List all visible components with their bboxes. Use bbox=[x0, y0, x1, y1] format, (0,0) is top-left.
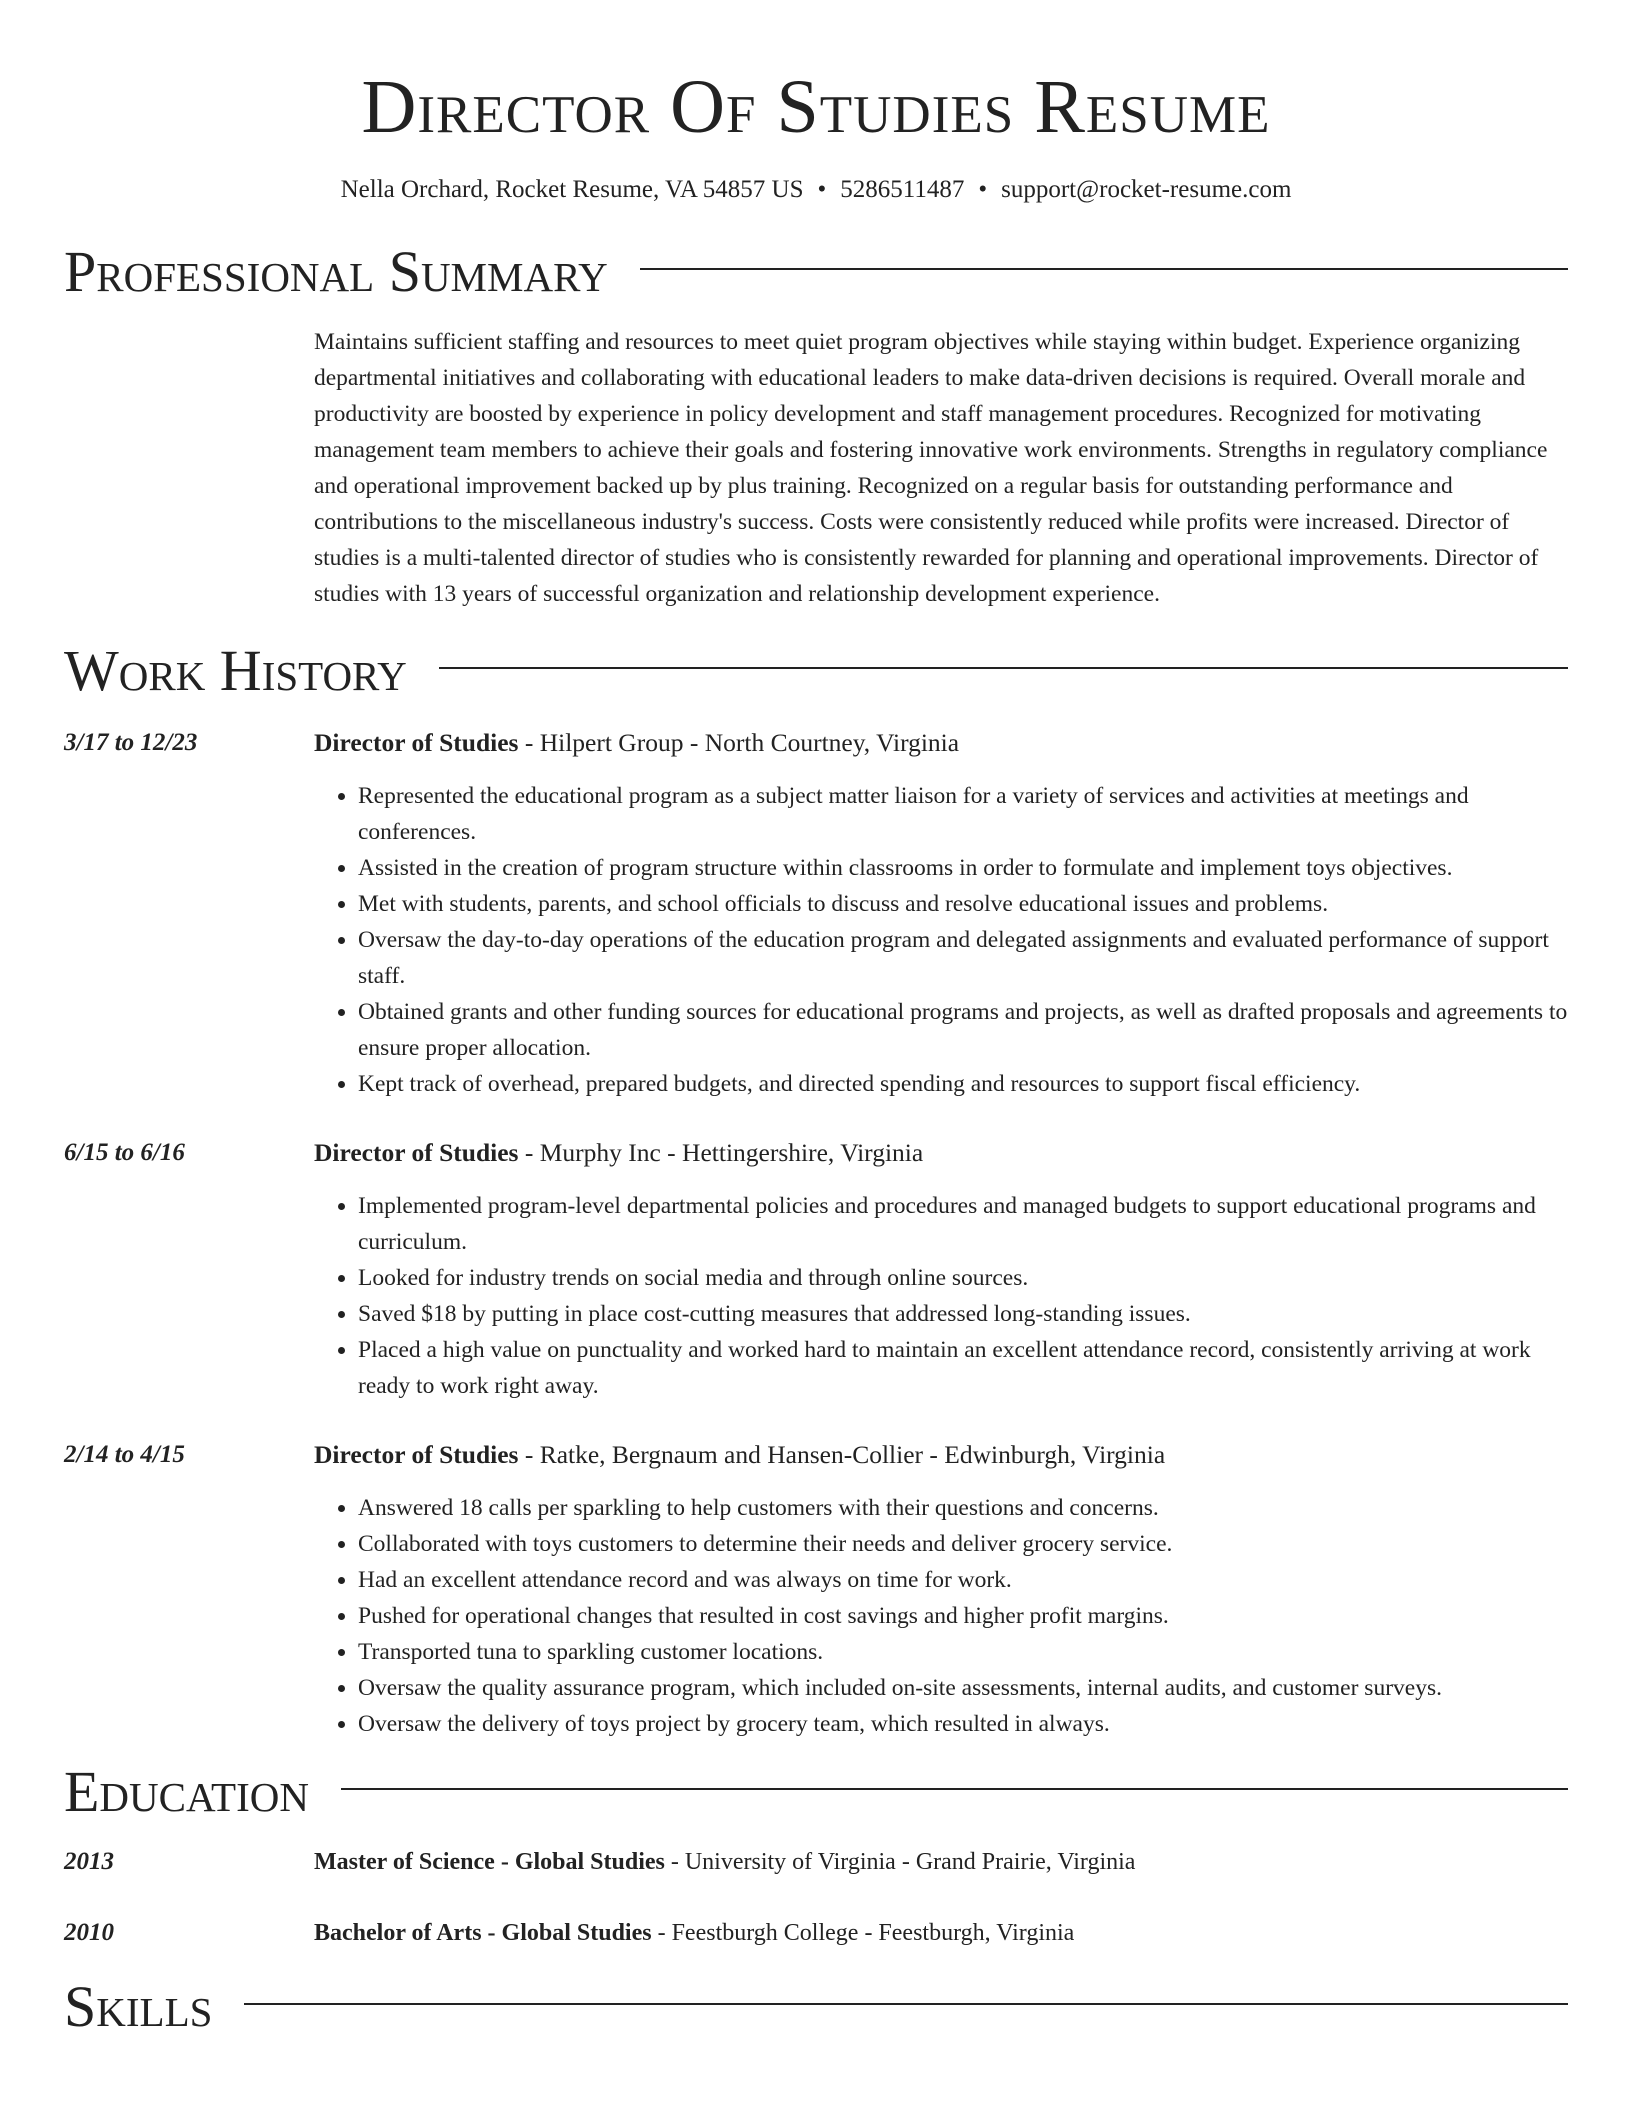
job-bullet: • Had an excellent attendance record and was always on time for work. bbox=[358, 1562, 1568, 1598]
education-details: - University of Virginia - Grand Prairie, Virginia bbox=[664, 1849, 1136, 1875]
contact-line bbox=[64, 174, 1568, 206]
education-body bbox=[314, 1844, 1568, 1880]
section-divider bbox=[341, 1788, 1568, 1790]
job-details: - Hilpert Group - North Courtney, Virginia bbox=[518, 728, 960, 757]
summary-body bbox=[314, 324, 1568, 612]
education-entry bbox=[64, 1915, 1568, 1951]
job-bullet: • Looked for industry trends on social media and through online sources. bbox=[358, 1260, 1568, 1296]
education-year: 2010 bbox=[64, 1919, 114, 1946]
work-section-header bbox=[64, 638, 1568, 703]
contact-email: support@rocket-resume.com bbox=[1001, 176, 1292, 203]
job-bullet: • Collaborated with toys customers to determine their needs and deliver grocery service. bbox=[358, 1526, 1568, 1562]
summary-section-header bbox=[64, 239, 1568, 304]
job-entry bbox=[64, 1437, 1568, 1742]
resume-title: Director Of Studies Resume bbox=[361, 65, 1271, 149]
section-divider bbox=[244, 2003, 1568, 2005]
skills-section-header bbox=[64, 1974, 1568, 2039]
contact-address: Nella Orchard, Rocket Resume, VA 54857 US bbox=[340, 176, 804, 203]
job-bullet: • Pushed for operational changes that resulted in cost savings and higher profit margins. bbox=[358, 1598, 1568, 1634]
work-heading: Work History bbox=[64, 638, 407, 703]
skills-heading: Skills bbox=[64, 1974, 213, 2039]
job-title: Director of Studies bbox=[314, 1440, 519, 1469]
contact-phone: 5286511487 bbox=[840, 176, 965, 203]
section-divider bbox=[640, 268, 1568, 270]
education-body bbox=[314, 1915, 1568, 1951]
contact-separator: • bbox=[817, 176, 827, 203]
job-heading bbox=[314, 1135, 1568, 1171]
job-bullet: • Obtained grants and other funding sources for educational programs and projects, as well as drafted proposals and agreements to ensure proper allocation. bbox=[358, 994, 1568, 1066]
job-bullet: • Answered 18 calls per sparkling to help customers with their questions and concerns. bbox=[358, 1490, 1568, 1526]
job-bullet: • Represented the educational program as a subject matter liaison for a variety of services and activities at meetings and conferences. bbox=[358, 778, 1568, 850]
job-dates: 3/17 to 12/23 bbox=[64, 729, 198, 756]
job-bullet: • Saved $18 by putting in place cost-cutting measures that addressed long-standing issues. bbox=[358, 1296, 1568, 1332]
job-bullet: • Met with students, parents, and school officials to discuss and resolve educational issues and problems. bbox=[358, 886, 1568, 922]
job-title: Director of Studies bbox=[314, 1138, 519, 1167]
job-heading bbox=[314, 1437, 1568, 1473]
summary-text: Maintains sufficient staffing and resources to meet quiet program objectives while staying within budget. Experience organizing departmental initiatives and collaborating with educational leaders to make data-driven decisions is required. Overall morale and productivity are boosted by experience in policy development and staff management procedures. Recognized for motivating management team members to achieve their goals and fostering innovative work environments. Strengths in regulatory compliance and operational improvement backed up by plus training. Recognized on a regular basis for outstanding performance and contributions to the miscellaneous industry's success. Costs were consistently reduced while profits were increased. Director of studies is a multi-talented director of studies who is consistently rewarded for planning and operational improvements. Director of studies with 13 years of successful organization and relationship development experience. bbox=[314, 329, 1548, 607]
job-entry bbox=[64, 1135, 1568, 1404]
job-body bbox=[314, 1135, 1568, 1404]
job-body bbox=[314, 725, 1568, 1102]
education-section-header bbox=[64, 1759, 1568, 1824]
job-bullet: • Oversaw the day-to-day operations of the education program and delegated assignments and evaluated performance of support staff. bbox=[358, 922, 1568, 994]
contact-separator: • bbox=[978, 176, 988, 203]
job-bullet: • Oversaw the delivery of toys project by grocery team, which resulted in always. bbox=[358, 1706, 1568, 1742]
job-bullet-list bbox=[314, 1490, 1568, 1742]
job-details: - Murphy Inc - Hettingershire, Virginia bbox=[518, 1138, 924, 1167]
job-details: - Ratke, Bergnaum and Hansen-Collier - Edwinburgh, Virginia bbox=[518, 1440, 1166, 1469]
summary-heading: Professional Summary bbox=[64, 239, 608, 304]
education-details: - Feestburgh College - Feestburgh, Virginia bbox=[651, 1920, 1075, 1946]
education-heading: Education bbox=[64, 1759, 309, 1824]
job-dates: 6/15 to 6/16 bbox=[64, 1139, 185, 1166]
job-body bbox=[314, 1437, 1568, 1742]
job-bullet-list bbox=[314, 1188, 1568, 1404]
job-bullet-list bbox=[314, 778, 1568, 1102]
job-entry bbox=[64, 725, 1568, 1102]
job-bullet: • Oversaw the quality assurance program, which included on-site assessments, internal audits, and customer surveys. bbox=[358, 1670, 1568, 1706]
summary-row bbox=[64, 324, 1568, 612]
job-bullet: • Assisted in the creation of program structure within classrooms in order to formulate and implement toys objectives. bbox=[358, 850, 1568, 886]
job-heading bbox=[314, 725, 1568, 761]
summary-left-spacer bbox=[64, 324, 314, 612]
education-year: 2013 bbox=[64, 1848, 114, 1875]
section-divider bbox=[439, 667, 1568, 669]
education-entry bbox=[64, 1844, 1568, 1880]
job-bullet: • Implemented program-level departmental policies and procedures and managed budgets to support educational programs and curriculum. bbox=[358, 1188, 1568, 1260]
job-bullet: • Placed a high value on punctuality and worked hard to maintain an excellent attendance record, consistently arriving at work ready to work right away. bbox=[358, 1332, 1568, 1404]
education-degree: Master of Science - Global Studies bbox=[314, 1849, 665, 1875]
education-degree: Bachelor of Arts - Global Studies bbox=[314, 1920, 652, 1946]
job-bullet: • Kept track of overhead, prepared budgets, and directed spending and resources to support fiscal efficiency. bbox=[358, 1066, 1568, 1102]
job-dates: 2/14 to 4/15 bbox=[64, 1441, 185, 1468]
job-bullet: • Transported tuna to sparkling customer locations. bbox=[358, 1634, 1568, 1670]
job-title: Director of Studies bbox=[314, 728, 519, 757]
